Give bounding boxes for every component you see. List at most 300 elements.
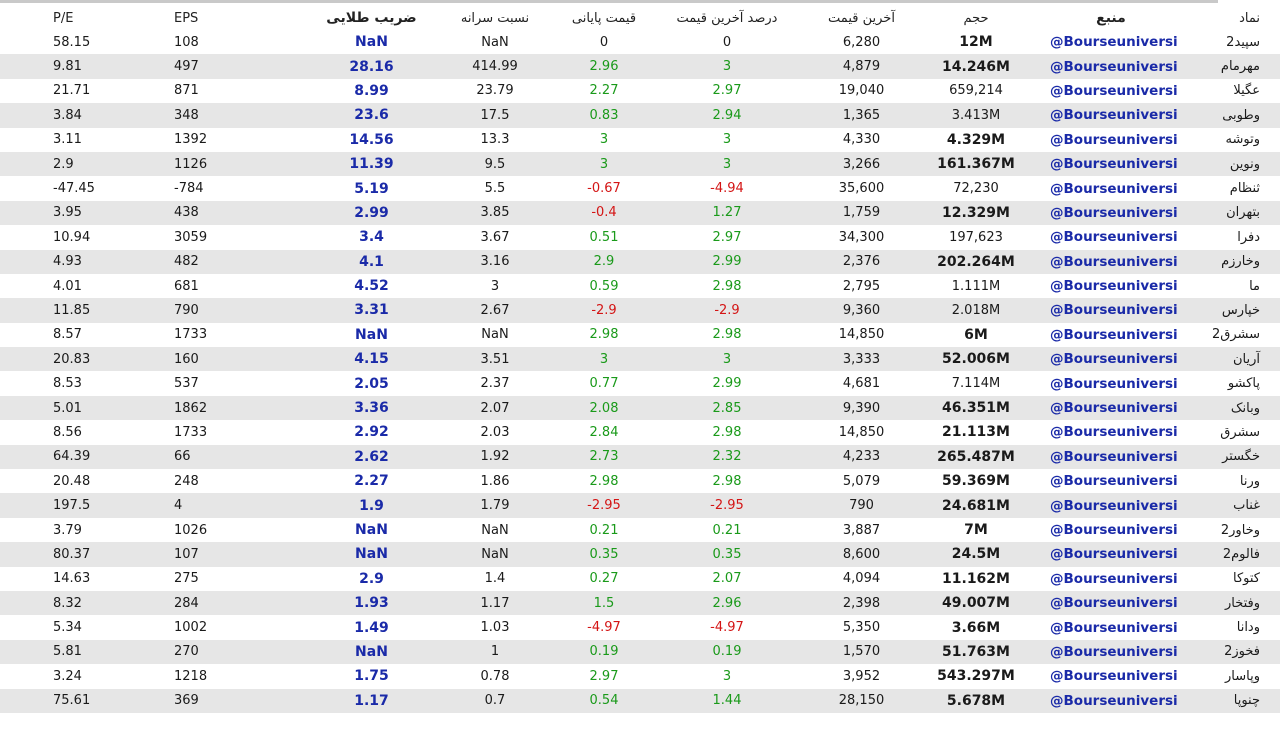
eps-cell: 107: [166, 542, 316, 566]
volume-cell: 24.5M: [914, 542, 1038, 566]
pe-cell: 5.34: [53, 620, 82, 636]
pe-cell: 2.9: [0, 152, 166, 176]
per-capita-ratio-cell: 23.79: [476, 83, 514, 99]
table-row[interactable]: [0, 591, 1280, 615]
last-price-percent-cell: 2.98: [712, 424, 742, 440]
gold-coefficient-cell: 2.9: [359, 570, 384, 587]
pe-cell: 3.79: [53, 522, 82, 538]
volume-cell: 5.678M: [914, 689, 1038, 713]
table-row[interactable]: [0, 493, 1280, 517]
source-link[interactable]: @Bourseuniversi: [1038, 689, 1184, 713]
eps-cell: 482: [166, 250, 316, 274]
symbol-cell[interactable]: ثنظام: [1229, 181, 1260, 197]
source-link[interactable]: @Bourseuniversi: [1038, 445, 1184, 469]
source-link[interactable]: @Bourseuniversi: [1038, 347, 1184, 371]
volume-cell: 265.487M: [914, 445, 1038, 469]
last-price-cell: 3,952: [842, 668, 881, 684]
source-link[interactable]: @Bourseuniversi: [1050, 82, 1178, 99]
last-price-percent-cell: 3: [645, 54, 809, 78]
table-row[interactable]: [0, 225, 1280, 249]
table-row[interactable]: [0, 103, 1280, 127]
last-price-cell: 4,330: [842, 132, 881, 148]
table-row[interactable]: [0, 567, 1280, 591]
source-link[interactable]: @Bourseuniversi: [1038, 250, 1184, 274]
per-capita-ratio-cell: NaN: [481, 522, 509, 538]
final-price-percent-cell: 0.35: [563, 542, 645, 566]
last-price-percent-cell: -2.95: [645, 493, 809, 517]
source-link[interactable]: @Bourseuniversi: [1038, 542, 1184, 566]
header-gold-coefficient[interactable]: ضریب طلایی: [326, 10, 417, 26]
last-price-cell: 9,360: [809, 298, 914, 322]
last-price-cell: 4,233: [809, 445, 914, 469]
source-link[interactable]: @Bourseuniversi: [1050, 424, 1178, 441]
symbol-cell[interactable]: سشرق2: [1211, 327, 1260, 343]
last-price-cell: 4,879: [809, 54, 914, 78]
table-row[interactable]: [0, 323, 1280, 347]
pe-cell: 21.71: [53, 83, 91, 99]
source-link[interactable]: @Bourseuniversi: [1038, 298, 1184, 322]
last-price-cell: 19,040: [838, 83, 885, 99]
source-link[interactable]: @Bourseuniversi: [1050, 619, 1178, 636]
table-row[interactable]: [0, 30, 1280, 54]
gold-coefficient-cell: 2.27: [354, 473, 389, 490]
gold-coefficient-cell: 5.19: [354, 180, 389, 197]
volume-cell: 3.66M: [951, 619, 1001, 636]
per-capita-ratio-cell: 2.67: [427, 298, 563, 322]
gold-coefficient-cell: 2.62: [316, 445, 427, 469]
per-capita-ratio-cell: 1.86: [480, 473, 510, 489]
eps-cell: 790: [166, 298, 316, 322]
pe-cell: 9.81: [0, 54, 166, 78]
symbol-cell[interactable]: وخارزم: [1184, 250, 1280, 274]
last-price-cell: 2,376: [809, 250, 914, 274]
final-price-percent-cell: -2.9: [563, 298, 645, 322]
last-price-cell: 2,795: [842, 278, 881, 294]
final-price-percent-cell: 0.77: [589, 376, 619, 392]
source-link[interactable]: @Bourseuniversi: [1038, 201, 1184, 225]
last-price-cell: 3,333: [809, 347, 914, 371]
final-price-percent-cell: -0.67: [587, 181, 621, 197]
source-link[interactable]: @Bourseuniversi: [1038, 103, 1184, 127]
final-price-percent-cell: 2.84: [589, 424, 619, 440]
table-row[interactable]: [0, 518, 1280, 542]
last-price-percent-cell: -2.9: [645, 298, 809, 322]
source-link[interactable]: @Bourseuniversi: [1038, 152, 1184, 176]
pe-cell: 4.01: [53, 278, 82, 294]
last-price-cell: 14,850: [838, 327, 885, 343]
per-capita-ratio-cell: 17.5: [427, 103, 563, 127]
per-capita-ratio-cell: 2.37: [480, 376, 510, 392]
eps-cell: 1733: [174, 327, 208, 343]
pe-cell: 20.83: [0, 347, 166, 371]
last-price-percent-cell: 2.98: [712, 278, 742, 294]
last-price-percent-cell: 2.96: [645, 591, 809, 615]
per-capita-ratio-cell: 3.16: [427, 250, 563, 274]
symbol-cell[interactable]: ودانا: [1236, 620, 1260, 636]
symbol-cell[interactable]: وتوشه: [1225, 132, 1260, 148]
per-capita-ratio-cell: 0.7: [427, 689, 563, 713]
eps-cell: 4: [166, 493, 316, 517]
source-link[interactable]: @Bourseuniversi: [1050, 326, 1178, 343]
per-capita-ratio-cell: 1: [427, 640, 563, 664]
per-capita-ratio-cell: 414.99: [427, 54, 563, 78]
table-row[interactable]: [0, 298, 1280, 322]
volume-cell: 7.114M: [951, 376, 1001, 392]
pe-cell: 8.57: [53, 327, 82, 343]
symbol-cell[interactable]: وطوبی: [1184, 103, 1280, 127]
final-price-percent-cell: 2.73: [563, 445, 645, 469]
pe-cell: 5.01: [0, 396, 166, 420]
per-capita-ratio-cell: 1.03: [480, 620, 510, 636]
volume-cell: 4.329M: [946, 131, 1006, 148]
last-price-percent-cell: 0.21: [712, 522, 742, 538]
table-row[interactable]: [0, 201, 1280, 225]
table-row[interactable]: [0, 469, 1280, 493]
last-price-percent-cell: 1.44: [645, 689, 809, 713]
symbol-cell[interactable]: وخاور2: [1220, 522, 1260, 538]
symbol-cell[interactable]: فالوم2: [1184, 542, 1280, 566]
table-row[interactable]: [0, 371, 1280, 395]
source-link[interactable]: @Bourseuniversi: [1038, 640, 1184, 664]
symbol-cell[interactable]: وبانک: [1184, 396, 1280, 420]
per-capita-ratio-cell: 0.78: [480, 668, 510, 684]
last-price-percent-cell: 0.19: [645, 640, 809, 664]
symbol-cell[interactable]: غناب: [1184, 493, 1280, 517]
symbol-cell[interactable]: ورنا: [1239, 473, 1260, 489]
symbol-cell[interactable]: خپارس: [1184, 298, 1280, 322]
pe-cell: 58.15: [53, 34, 91, 50]
last-price-percent-cell: 0: [722, 34, 732, 50]
source-link[interactable]: @Bourseuniversi: [1050, 278, 1178, 295]
pe-cell: 4.93: [0, 250, 166, 274]
eps-cell: 369: [166, 689, 316, 713]
volume-cell: 2.018M: [914, 298, 1038, 322]
volume-cell: 202.264M: [914, 250, 1038, 274]
final-price-percent-cell: 0.54: [563, 689, 645, 713]
table-row[interactable]: [0, 396, 1280, 420]
gold-coefficient-cell: 3.4: [359, 229, 384, 246]
table-row[interactable]: [0, 176, 1280, 200]
volume-cell: 14.246M: [914, 54, 1038, 78]
pe-cell: 3.95: [0, 201, 166, 225]
source-link[interactable]: @Bourseuniversi: [1038, 493, 1184, 517]
table-row[interactable]: [0, 445, 1280, 469]
eps-cell: 248: [174, 473, 199, 489]
final-price-percent-cell: 0.19: [563, 640, 645, 664]
per-capita-ratio-cell: NaN: [427, 542, 563, 566]
last-price-percent-cell: 3: [722, 132, 732, 148]
eps-cell: 537: [174, 376, 199, 392]
final-price-percent-cell: -2.95: [563, 493, 645, 517]
gold-coefficient-cell: 3.36: [316, 396, 427, 420]
last-price-percent-cell: 2.97: [712, 83, 742, 99]
symbol-cell[interactable]: بتهران: [1184, 201, 1280, 225]
gold-coefficient-cell: 1.75: [354, 668, 389, 685]
table-row[interactable]: [0, 347, 1280, 371]
source-link[interactable]: @Bourseuniversi: [1050, 570, 1178, 587]
per-capita-ratio-cell: 3: [490, 278, 500, 294]
per-capita-ratio-cell: 2.07: [427, 396, 563, 420]
final-price-percent-cell: 2.96: [563, 54, 645, 78]
per-capita-ratio-cell: 1.79: [427, 493, 563, 517]
source-link[interactable]: @Bourseuniversi: [1038, 591, 1184, 615]
per-capita-ratio-cell: 3.85: [427, 201, 563, 225]
symbol-cell[interactable]: چنوپا: [1184, 689, 1280, 713]
per-capita-ratio-cell: 3.67: [480, 229, 510, 245]
last-price-percent-cell: 3: [722, 668, 732, 684]
last-price-cell: 3,887: [842, 522, 881, 538]
table-row[interactable]: [0, 250, 1280, 274]
symbol-cell[interactable]: سپید2: [1226, 34, 1260, 50]
source-link[interactable]: @Bourseuniversi: [1050, 131, 1178, 148]
volume-cell: 21.113M: [942, 424, 1010, 441]
gold-coefficient-cell: 4.15: [316, 347, 427, 371]
symbol-cell[interactable]: عگیلا: [1233, 83, 1260, 99]
last-price-percent-cell: 0.35: [645, 542, 809, 566]
volume-cell: 3.413M: [914, 103, 1038, 127]
final-price-percent-cell: 0.21: [589, 522, 619, 538]
pe-cell: 8.53: [53, 376, 82, 392]
final-price-percent-cell: 2.08: [563, 396, 645, 420]
last-price-cell: 1,570: [809, 640, 914, 664]
top-scrollbar: [0, 0, 1280, 5]
last-price-cell: 2,398: [809, 591, 914, 615]
gold-coefficient-cell: NaN: [316, 640, 427, 664]
last-price-percent-cell: 2.99: [645, 250, 809, 274]
volume-cell: 543.297M: [937, 668, 1015, 685]
header-last-price-percent[interactable]: درصد آخرین قیمت: [676, 10, 778, 26]
pe-cell: 75.61: [0, 689, 166, 713]
table-row[interactable]: [0, 128, 1280, 152]
top-divider: [0, 0, 1218, 3]
header-row: [0, 6, 1280, 30]
symbol-cell[interactable]: پاکشو: [1227, 376, 1260, 392]
symbol-cell[interactable]: سشرق: [1220, 424, 1260, 440]
final-price-percent-cell: 1.5: [563, 591, 645, 615]
gold-coefficient-cell: NaN: [355, 522, 388, 538]
gold-coefficient-cell: 1.9: [316, 493, 427, 517]
eps-cell: 1392: [174, 132, 208, 148]
table-row[interactable]: [0, 152, 1280, 176]
per-capita-ratio-cell: 2.03: [480, 424, 510, 440]
gold-coefficient-cell: NaN: [355, 34, 388, 51]
final-price-percent-cell: 3: [563, 347, 645, 371]
gold-coefficient-cell: 2.92: [354, 424, 389, 441]
per-capita-ratio-cell: 5.5: [484, 181, 506, 197]
volume-cell: 6M: [964, 326, 988, 343]
pe-cell: 3.11: [53, 132, 82, 148]
table-row[interactable]: [0, 274, 1280, 298]
eps-cell: 108: [174, 34, 199, 50]
volume-cell: 49.007M: [914, 591, 1038, 615]
table-row[interactable]: [0, 79, 1280, 103]
eps-cell: 871: [174, 83, 199, 99]
final-price-percent-cell: 0: [599, 34, 609, 50]
volume-cell: 51.763M: [914, 640, 1038, 664]
volume-cell: 1.111M: [951, 278, 1001, 294]
source-link[interactable]: @Bourseuniversi: [1050, 180, 1178, 197]
pe-cell: 80.37: [0, 542, 166, 566]
eps-cell: 284: [166, 591, 316, 615]
source-link[interactable]: @Bourseuniversi: [1038, 54, 1184, 78]
gold-coefficient-cell: NaN: [355, 326, 388, 343]
pe-cell: 8.32: [0, 591, 166, 615]
eps-cell: 160: [166, 347, 316, 371]
final-price-percent-cell: 3: [599, 132, 609, 148]
gold-coefficient-cell: 11.39: [316, 152, 427, 176]
table-row[interactable]: [0, 689, 1280, 713]
symbol-cell[interactable]: کتوکا: [1233, 571, 1260, 587]
table-row[interactable]: [0, 54, 1280, 78]
gold-coefficient-cell: 23.6: [316, 103, 427, 127]
table-row[interactable]: [0, 420, 1280, 444]
last-price-percent-cell: -4.97: [710, 620, 744, 636]
pe-cell: 20.48: [53, 473, 91, 489]
volume-cell: 24.681M: [914, 493, 1038, 517]
symbol-cell[interactable]: خگستر: [1184, 445, 1280, 469]
table-row[interactable]: [0, 615, 1280, 639]
pe-cell: 10.94: [53, 229, 91, 245]
volume-cell: 52.006M: [914, 347, 1038, 371]
final-price-percent-cell: 2.97: [589, 668, 619, 684]
volume-cell: 197,623: [949, 229, 1003, 245]
eps-cell: 348: [166, 103, 316, 127]
source-link[interactable]: @Bourseuniversi: [1038, 396, 1184, 420]
gold-coefficient-cell: 4.1: [316, 250, 427, 274]
eps-cell: 438: [166, 201, 316, 225]
pe-cell: 197.5: [0, 493, 166, 517]
symbol-cell[interactable]: وفتخار: [1184, 591, 1280, 615]
volume-cell: 59.369M: [942, 473, 1010, 490]
last-price-cell: 4,681: [842, 376, 881, 392]
pe-cell: 3.24: [53, 668, 82, 684]
header-pe[interactable]: P/E: [53, 10, 74, 26]
pe-cell: 64.39: [0, 445, 166, 469]
per-capita-ratio-cell: 1.92: [427, 445, 563, 469]
per-capita-ratio-cell: 1.17: [427, 591, 563, 615]
symbol-cell[interactable]: فخوز2: [1184, 640, 1280, 664]
eps-cell: -784: [174, 181, 204, 197]
header-source[interactable]: منبع: [1096, 10, 1126, 26]
eps-cell: 1002: [174, 620, 208, 636]
source-link[interactable]: @Bourseuniversi: [1050, 375, 1178, 392]
gold-coefficient-cell: 28.16: [316, 54, 427, 78]
last-price-cell: 3,266: [809, 152, 914, 176]
gold-coefficient-cell: NaN: [316, 542, 427, 566]
final-price-percent-cell: 2.9: [563, 250, 645, 274]
gold-coefficient-cell: 8.99: [354, 82, 389, 99]
pe-cell: 8.56: [53, 424, 82, 440]
eps-cell: 1126: [166, 152, 316, 176]
header-last-price[interactable]: آخرین قیمت: [828, 10, 895, 26]
gold-coefficient-cell: 4.52: [354, 278, 389, 295]
final-price-percent-cell: -0.4: [563, 201, 645, 225]
source-link[interactable]: @Bourseuniversi: [1050, 229, 1178, 246]
symbol-cell[interactable]: ونوین: [1184, 152, 1280, 176]
eps-cell: 1026: [174, 522, 208, 538]
gold-coefficient-cell: 2.99: [316, 201, 427, 225]
per-capita-ratio-cell: 3.51: [427, 347, 563, 371]
final-price-percent-cell: 0.27: [589, 571, 619, 587]
last-price-percent-cell: 2.97: [712, 229, 742, 245]
last-price-cell: 34,300: [838, 229, 885, 245]
table-row[interactable]: [0, 664, 1280, 688]
eps-cell: 1733: [174, 424, 208, 440]
eps-cell: 270: [166, 640, 316, 664]
last-price-percent-cell: 2.85: [645, 396, 809, 420]
eps-cell: 66: [166, 445, 316, 469]
final-price-percent-cell: 0.59: [589, 278, 619, 294]
final-price-percent-cell: 2.27: [589, 83, 619, 99]
gold-coefficient-cell: 2.05: [354, 375, 389, 392]
last-price-cell: 1,365: [809, 103, 914, 127]
header-symbol[interactable]: نماد: [1239, 10, 1260, 26]
symbol-cell[interactable]: مهرمام: [1184, 54, 1280, 78]
volume-cell: 46.351M: [914, 396, 1038, 420]
source-link[interactable]: @Bourseuniversi: [1050, 473, 1178, 490]
table-row[interactable]: [0, 640, 1280, 664]
symbol-cell[interactable]: ما: [1249, 278, 1260, 294]
gold-coefficient-cell: 1.93: [316, 591, 427, 615]
last-price-cell: 4,094: [842, 571, 881, 587]
table-row[interactable]: [0, 542, 1280, 566]
symbol-cell[interactable]: دفرا: [1237, 229, 1260, 245]
last-price-percent-cell: -4.94: [710, 181, 744, 197]
symbol-cell[interactable]: آریان: [1184, 347, 1280, 371]
last-price-cell: 35,600: [838, 181, 885, 197]
header-eps[interactable]: EPS: [174, 10, 199, 26]
eps-cell: 1862: [166, 396, 316, 420]
pe-cell: 11.85: [0, 298, 166, 322]
gold-coefficient-cell: 1.17: [316, 689, 427, 713]
volume-cell: 12M: [959, 34, 993, 51]
eps-cell: 497: [166, 54, 316, 78]
volume-cell: 7M: [964, 522, 988, 538]
last-price-cell: 14,850: [838, 424, 885, 440]
final-price-percent-cell: 0.51: [589, 229, 619, 245]
eps-cell: 275: [174, 571, 199, 587]
per-capita-ratio-cell: 1.4: [484, 571, 506, 587]
final-price-percent-cell: 2.98: [589, 473, 619, 489]
volume-cell: 11.162M: [942, 570, 1010, 587]
last-price-cell: 790: [809, 493, 914, 517]
pe-cell: 5.81: [0, 640, 166, 664]
header-volume[interactable]: حجم: [963, 10, 989, 26]
final-price-percent-cell: 2.98: [589, 327, 619, 343]
symbol-cell[interactable]: وپاسار: [1225, 668, 1260, 684]
gold-coefficient-cell: 14.56: [349, 131, 394, 148]
final-price-percent-cell: 3: [563, 152, 645, 176]
per-capita-ratio-cell: NaN: [481, 34, 509, 50]
last-price-percent-cell: 2.32: [645, 445, 809, 469]
volume-cell: 659,214: [949, 83, 1003, 99]
eps-cell: 1218: [174, 668, 208, 684]
last-price-cell: 5,079: [842, 473, 881, 489]
gold-coefficient-cell: 1.49: [354, 619, 389, 636]
per-capita-ratio-cell: 9.5: [427, 152, 563, 176]
header-per-capita-ratio[interactable]: نسبت سرانه: [460, 10, 530, 26]
last-price-cell: 6,280: [842, 34, 881, 50]
source-link[interactable]: @Bourseuniversi: [1050, 668, 1178, 685]
source-link[interactable]: @Bourseuniversi: [1050, 34, 1178, 51]
source-link[interactable]: @Bourseuniversi: [1050, 522, 1178, 538]
last-price-cell: 1,759: [809, 201, 914, 225]
last-price-percent-cell: 2.98: [712, 473, 742, 489]
volume-cell: 72,230: [953, 181, 999, 197]
last-price-percent-cell: 2.99: [712, 376, 742, 392]
volume-cell: 12.329M: [914, 201, 1038, 225]
header-final-price[interactable]: قیمت پایانی: [571, 10, 637, 26]
